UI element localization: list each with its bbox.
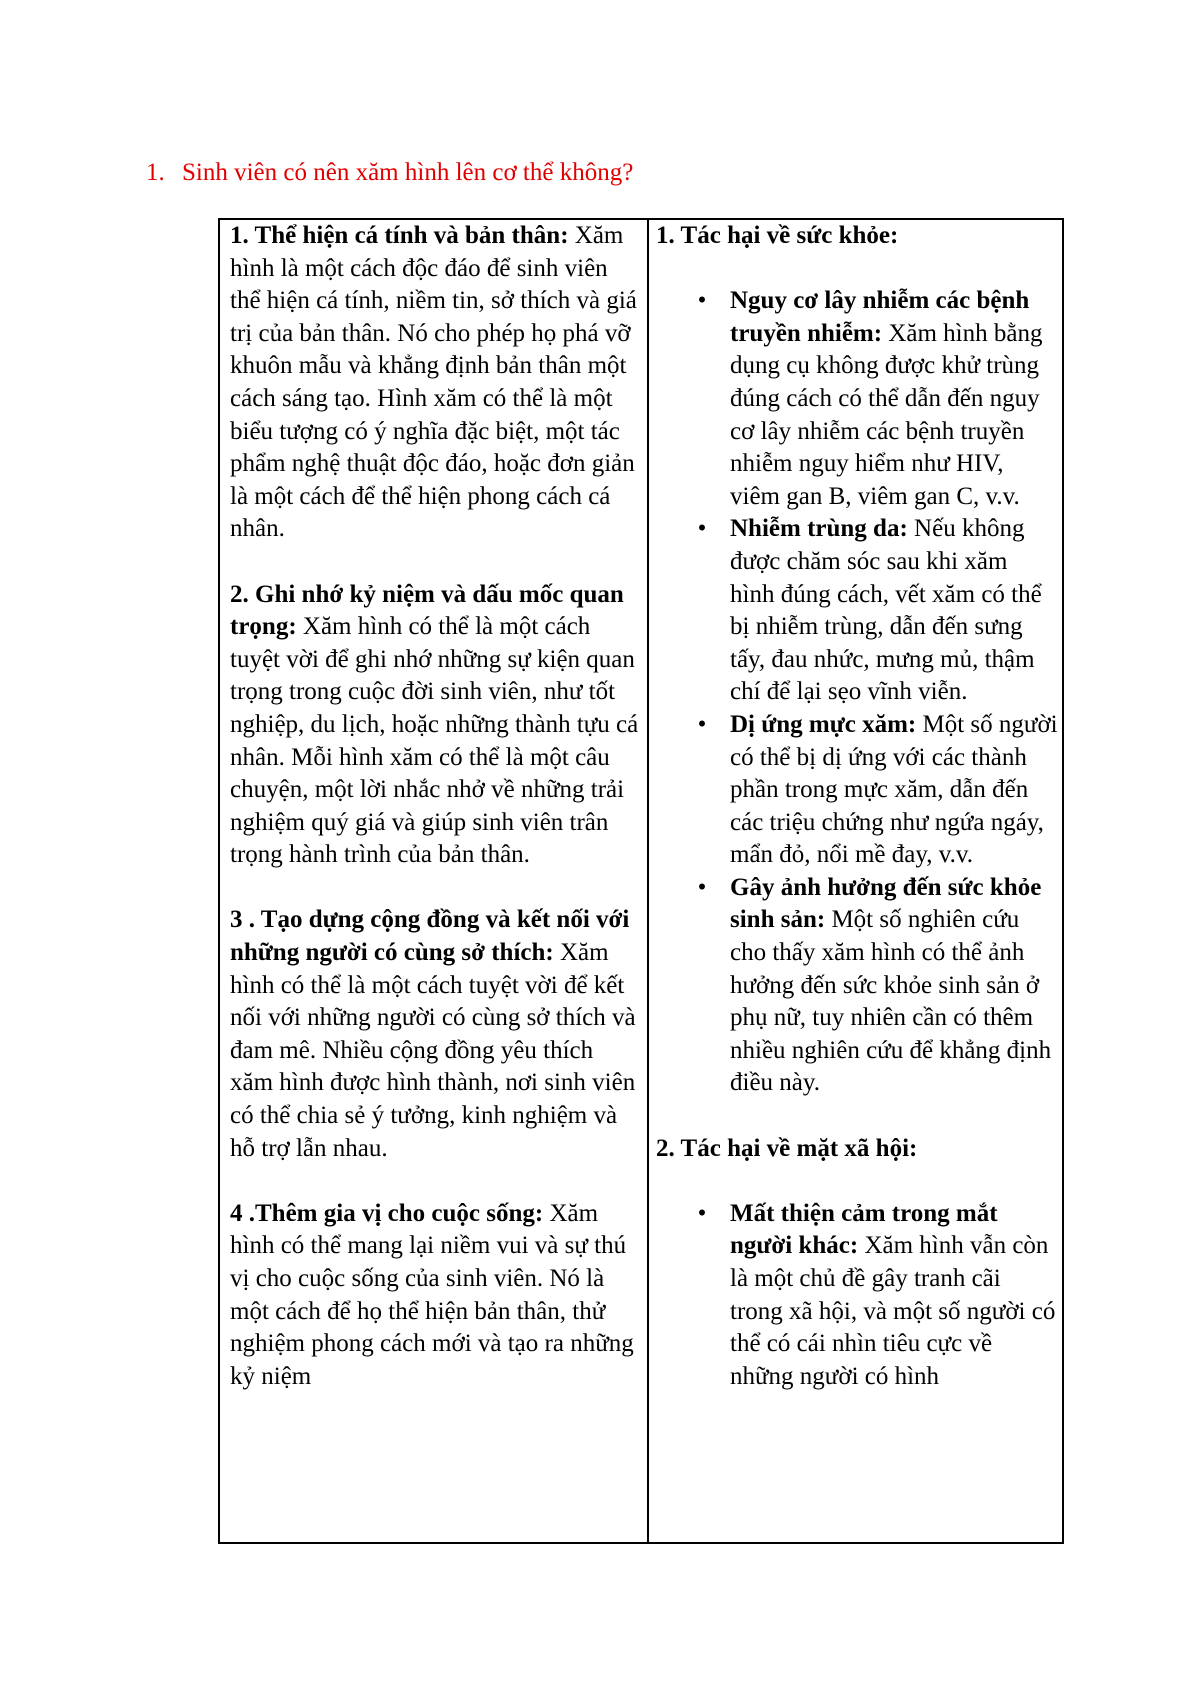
benefit-title: 3 . Tạo dựng cộng đồng và kết nối với những người có cùng sở thích: [230, 906, 630, 967]
bullet-icon: • [697, 1199, 707, 1227]
bullet-icon: • [697, 873, 707, 901]
harms-column [656, 220, 1058, 1542]
benefit-title: 2. Ghi nhớ kỷ niệm và dấu mốc quan trọng: [230, 580, 624, 641]
harm-text: Xăm hình vẫn còn là một chủ đề gây tranh cãi trong xã hội, và một số người có thể có cái nhìn tiêu cực về những người có hình [730, 1232, 1056, 1390]
harm-lead: Dị ứng mực xăm: [730, 710, 917, 738]
benefit-body: Xăm hình có thể là một cách tuyệt vời để kết nối với những người có cùng sở thích và đam mê. Nhiều cộng đồng yêu thích xăm hình được hình thành, nơi sinh viên có thể chia sẻ ý tưởng, kinh nghiệm và hỗ trợ lẫn nhau. [230, 939, 636, 1162]
spacer [656, 253, 1058, 286]
harm-lead: Gây ảnh hưởng đến sức khỏe sinh sản: [730, 873, 1042, 934]
harm-section-heading: 1. Tác hại về sức khỏe: [656, 222, 899, 249]
benefit-body: Xăm hình có thể mang lại niềm vui và sự thú vị cho cuộc sống của sinh viên. Nó là một cách để họ thể hiện bản thân, thử nghiệm phong cách mới và tạo ra những kỷ niệm [230, 1199, 634, 1390]
harm-text: Một số nghiên cứu cho thấy xăm hình có thể ảnh hưởng đến sức khỏe sinh sản ở phụ nữ, tuy nhiên cần có thêm nhiều nghiên cứu để khẳng định điều này. [730, 906, 1052, 1097]
spacer [656, 1165, 1058, 1198]
bullet-icon: • [697, 710, 707, 738]
bullet-icon: • [697, 287, 707, 315]
bullet-icon: • [697, 515, 707, 543]
benefit-item [230, 1198, 640, 1394]
benefit-title: 4 .Thêm gia vị cho cuộc sống: [230, 1199, 544, 1227]
harm-section-heading: 2. Tác hại về mặt xã hội: [656, 1134, 918, 1162]
spacer [656, 1100, 1058, 1133]
harm-text: Xăm hình bằng dụng cụ không được khử trùng đúng cách có thể dẫn đến nguy cơ lây nhiễm các bệnh truyền nhiễm nguy hiểm như HIV, viêm gan B, viêm gan C, v.v. [730, 319, 1043, 510]
benefit-title: 1. Thể hiện cá tính và bản thân: [230, 222, 569, 249]
harm-lead: Nhiễm trùng da: [730, 515, 908, 543]
harm-text: Một số người có thể bị dị ứng với các thành phần trong mực xăm, dẫn đến các triệu chứng như ngứa ngáy, mẩn đỏ, nổi mề đay, v.v. [730, 710, 1058, 869]
harm-lead: Mất thiện cảm trong mắt người khác: [730, 1199, 998, 1260]
benefit-item [230, 904, 640, 1165]
harm-section-title [656, 1133, 1058, 1166]
harm-text: Nếu không được chăm sóc sau khi xăm hình đúng cách, vết xăm có thể bị nhiễm trùng, dẫn đến sưng tấy, đau nhức, mưng mủ, thậm chí để lại sẹo vĩnh viễn. [730, 515, 1042, 706]
harm-lead: Nguy cơ lây nhiễm các bệnh truyền nhiễm: [730, 287, 1030, 347]
page-heading [146, 158, 633, 188]
benefit-item [230, 579, 640, 872]
harm-list [656, 285, 1058, 1100]
benefit-body: Xăm hình có thể là một cách tuyệt vời để ghi nhớ những sự kiện quan trọng trong cuộc đời sinh viên, như tốt nghiệp, du lịch, hoặc những thành tựu cá nhân. Mỗi hình xăm có thể là một câu chuyện, một lời nhắc nhở về những trải nghiệm quý giá và giúp sinh viên trân trọng hành trình của bản thân. [230, 613, 639, 869]
list-item [656, 513, 1058, 709]
benefit-body: Xăm hình là một cách độc đáo để sinh viên thể hiện cá tính, niềm tin, sở thích và giá trị của bản thân. Nó cho phép họ phá vỡ khuôn mẫu và khẳng định bản thân một cách sáng tạo. Hình xăm có thể là một biểu tượng có ý nghĩa đặc biệt, một tác phẩm nghệ thuật độc đáo, hoặc đơn giản là một cách để thể hiện phong cách cá nhân. [230, 222, 637, 543]
list-item [656, 1198, 1058, 1394]
list-item [656, 872, 1058, 1100]
list-item [656, 709, 1058, 872]
column-divider [647, 220, 649, 1542]
benefits-column [230, 220, 640, 1542]
harm-section-title [656, 220, 1058, 253]
heading-text: Sinh viên có nên xăm hình lên cơ thể không? [182, 159, 634, 186]
harm-list [656, 1198, 1058, 1394]
list-item [656, 285, 1058, 513]
heading-number: 1. [146, 159, 165, 186]
benefit-item [230, 220, 640, 546]
pros-cons-table [218, 218, 1064, 1544]
